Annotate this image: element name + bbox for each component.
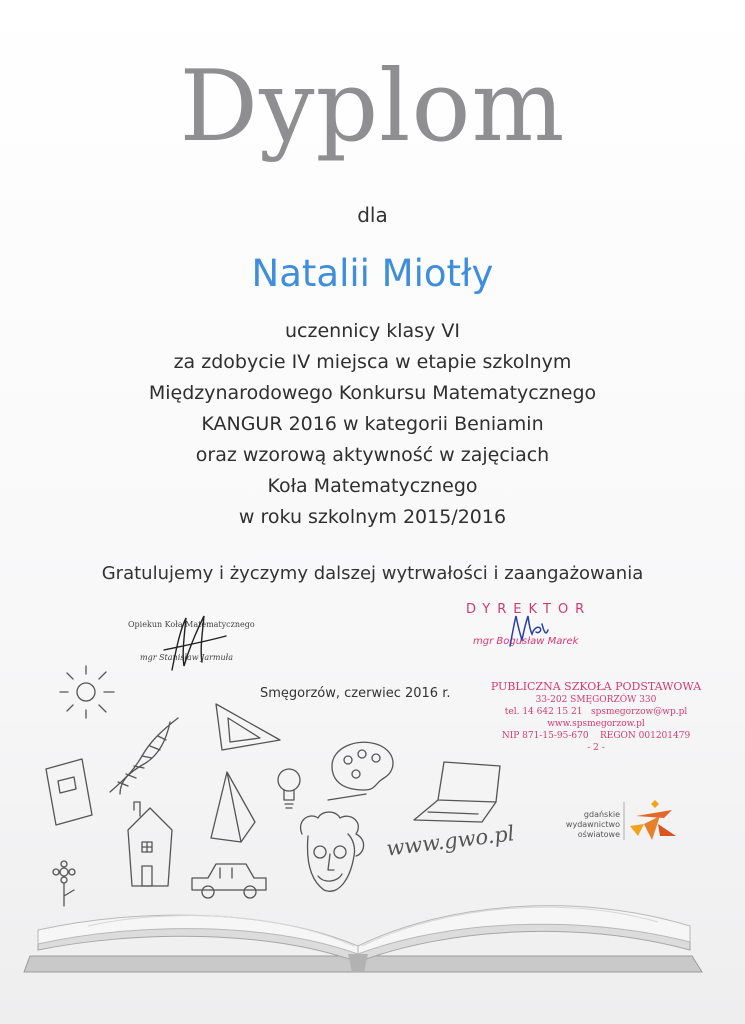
congratulations-text: Gratulujemy i życzymy dalszej wytrwałości i zaangażowania (101, 563, 644, 584)
body-line: uczennicy klasy VI (285, 320, 460, 342)
for-label: dla (357, 203, 388, 227)
body-line: Koła Matematycznego (267, 475, 478, 497)
school-stamp (478, 680, 714, 754)
notebook-icon (42, 755, 97, 830)
recipient-name: Natalii Miotły (251, 252, 494, 295)
guardian-role: Opiekun Koła Matematycznego (128, 620, 255, 629)
place-date: Smęgorzów, czerwiec 2016 r. (260, 686, 451, 701)
body-line: KANGUR 2016 w kategorii Beniamin (201, 413, 544, 435)
diploma-title: Dyplom (179, 50, 566, 164)
stamp-school-name: PUBLICZNA SZKOŁA PODSTAWOWA (490, 680, 702, 693)
palette-icon (326, 736, 402, 804)
ruler-triangle-icon (210, 700, 285, 755)
guardian-signature (160, 610, 230, 675)
stamp-regon: REGON 001201479 (600, 731, 691, 741)
director-name: mgr Bogusław Marek (473, 636, 579, 647)
stamp-email: spsmegorzow@wp.pl (591, 707, 688, 717)
director-signature (506, 610, 551, 650)
stamp-ids (478, 730, 714, 742)
body-line: Międzynarodowego Konkursu Matematycznego (148, 382, 597, 404)
publisher-logo (622, 796, 680, 844)
body-line: w roku szkolnym 2015/2016 (238, 506, 507, 528)
director-role: DYREKTOR (466, 602, 592, 617)
stamp-www: www.spsmegorzow.pl (547, 719, 645, 729)
publisher-line: oświatowe (577, 830, 620, 839)
pyramid-icon (205, 768, 260, 848)
stamp-address: 33-202 SMĘGORZÓW 330 (535, 695, 657, 705)
stamp-tel: tel. 14 642 15 21 (504, 707, 583, 717)
publisher-website: www.gwo.pl (385, 821, 516, 861)
stamp-nip: NIP 871-15-95-670 (501, 731, 589, 741)
stamp-number: - 2 - (587, 743, 605, 753)
sun-icon (58, 660, 120, 720)
publisher-line: gdańskie (583, 810, 620, 819)
dna-icon (104, 712, 184, 797)
publisher-line: wydawnictwo (565, 820, 620, 829)
guardian-name: mgr Stanisław Jarmuła (140, 653, 234, 662)
diploma-body (0, 316, 745, 533)
open-book-illustration (18, 868, 708, 984)
body-line: oraz wzorową aktywność w zajęciach (195, 444, 550, 466)
stamp-contact (478, 706, 714, 718)
body-line: za zdobycie IV miejsca w etapie szkolnym (173, 351, 572, 373)
laptop-icon (408, 758, 508, 824)
publisher-name (560, 810, 620, 840)
